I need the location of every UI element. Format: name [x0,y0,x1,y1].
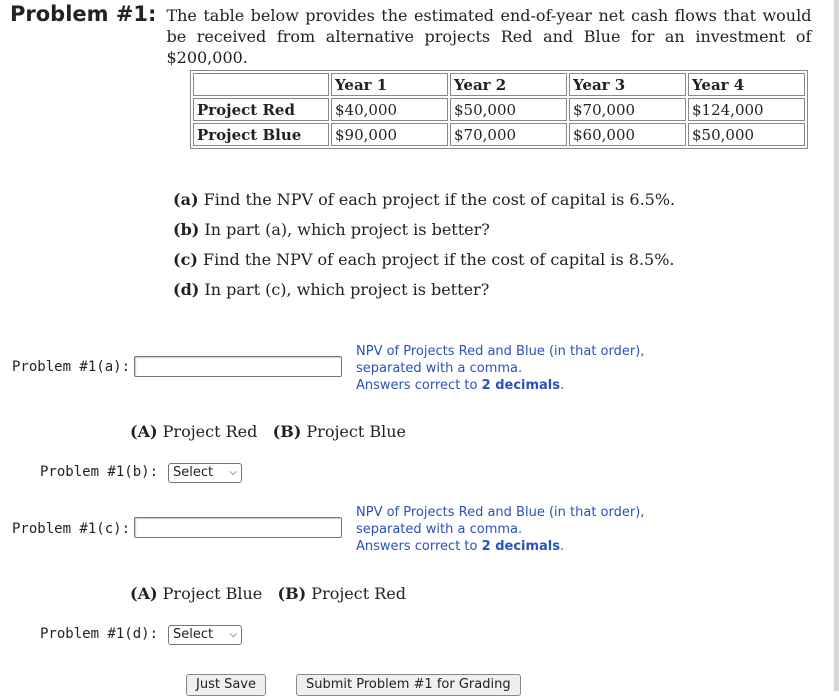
problem-number: Problem #1: [10,2,157,26]
table-header-cell: Year 4 [688,73,805,96]
table-cell: $50,000 [450,98,567,121]
part-tag: (d) [173,280,200,299]
chevron-down-icon: ⌵ [229,629,237,640]
part-text: In part (a), which project is better? [204,220,490,239]
hint-line: separated with a comma. [356,522,523,537]
question-part-b [173,218,675,248]
hint-line [356,538,644,555]
hint-bold: 2 decimals [481,378,560,393]
table-cell: $60,000 [569,123,686,146]
choice-text: Project Blue [162,584,263,603]
hint-text: . [560,539,565,554]
hint-text: . [560,378,565,393]
hint-line [356,377,644,394]
chevron-down-icon: ⌵ [229,467,237,478]
answer-b-label: Problem #1(b): [40,464,159,480]
part-text: In part (c), which project is better? [204,280,490,299]
part-text: Find the NPV of each project if the cost of capital is 6.5%. [203,190,676,209]
table-cell: $70,000 [450,123,567,146]
choices-d [130,584,406,603]
question-part-d [173,278,675,308]
table-header-cell: Year 1 [331,73,448,96]
select-value: Select [173,465,214,480]
page-scrollbar[interactable] [834,0,839,691]
answer-b-select[interactable] [168,463,242,483]
submit-button[interactable]: Submit Problem #1 for Grading [296,674,521,696]
answer-a-input[interactable] [134,356,342,377]
choice-text: Project Red [162,422,258,441]
table-cell: $90,000 [331,123,448,146]
table-cell: $50,000 [688,123,805,146]
question-parts [173,188,675,308]
table-row [193,123,805,146]
hint-line: separated with a comma. [356,361,523,376]
problem-heading [10,2,811,68]
answer-a-label: Problem #1(a): [12,359,131,375]
project-name-cell: Project Blue [193,123,329,146]
choice-tag: (A) [130,422,158,441]
table-header-cell: Year 3 [569,73,686,96]
choice-tag: (B) [272,422,302,441]
table-cell: $70,000 [569,98,686,121]
choice-tag: (B) [277,584,307,603]
problem-statement: The table below provides the estimated end-of-year net cash flows that would be received from alternative projects Red and Blue for an investment of $200,000. [166,6,812,67]
part-tag: (b) [173,220,200,239]
answer-d-label: Problem #1(d): [40,626,159,642]
cash-flow-table [190,70,808,149]
table-cell: $40,000 [331,98,448,121]
table-header-cell: Year 2 [450,73,567,96]
choice-text: Project Blue [306,422,407,441]
table-header-row [193,73,805,96]
table-row [193,98,805,121]
answer-a-hint [356,343,644,394]
choices-b [130,422,406,441]
answer-c-input[interactable] [134,517,342,538]
answer-c-hint [356,504,644,555]
select-value: Select [173,627,214,642]
table-cell: $124,000 [688,98,805,121]
part-tag: (c) [173,250,198,269]
part-tag: (a) [173,190,199,209]
choice-tag: (A) [130,584,158,603]
hint-line: NPV of Projects Red and Blue (in that order), [356,505,645,520]
question-part-c [173,248,675,278]
answer-d-select[interactable] [168,625,242,645]
hint-line: NPV of Projects Red and Blue (in that order), [356,344,645,359]
hint-text: Answers correct to [356,378,482,393]
project-name-cell: Project Red [193,98,329,121]
question-part-a [173,188,675,218]
hint-text: Answers correct to [356,539,482,554]
choice-text: Project Red [311,584,407,603]
just-save-button[interactable]: Just Save [186,674,266,696]
table-header-cell [193,73,329,96]
part-text: Find the NPV of each project if the cost of capital is 8.5%. [202,250,675,269]
answer-c-label: Problem #1(c): [12,521,131,537]
hint-bold: 2 decimals [481,539,560,554]
